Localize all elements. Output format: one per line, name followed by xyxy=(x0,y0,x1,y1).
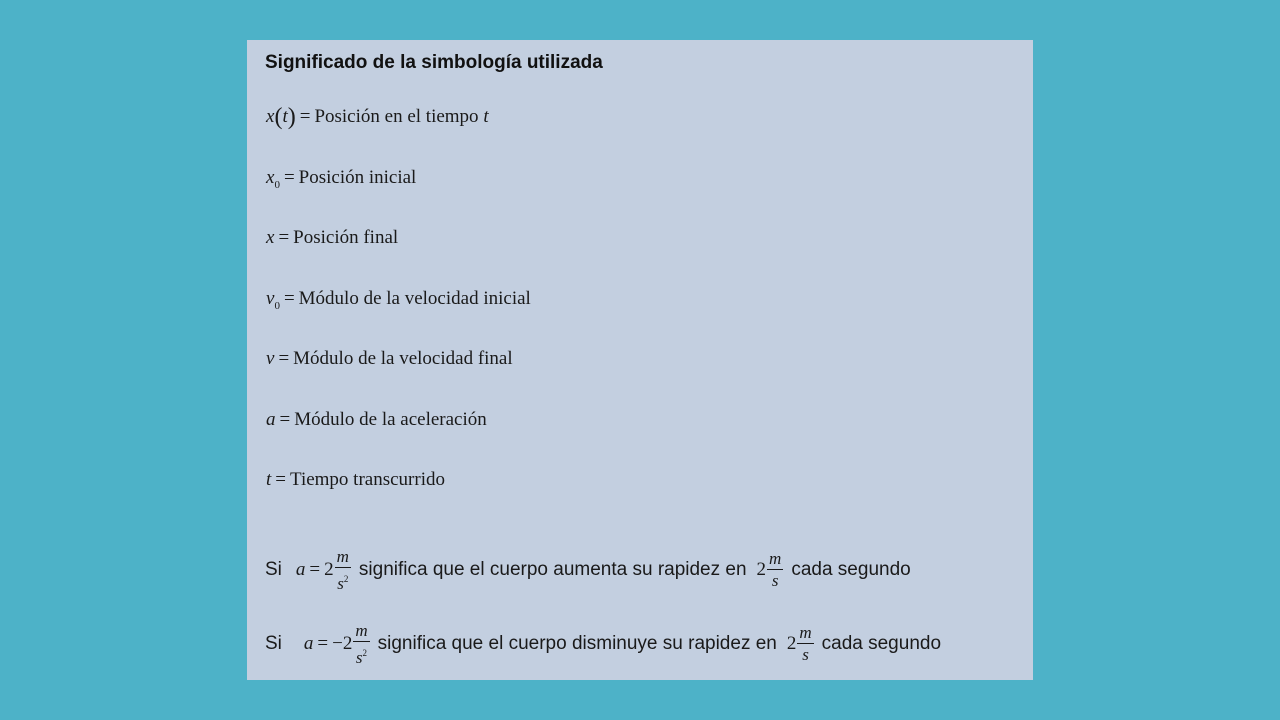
definition-meaning: Posición inicial xyxy=(298,167,417,188)
symbol-arg: t xyxy=(282,106,288,127)
example-formula: a = 2 $\frac{m}{s^2}$ xyxy=(295,546,349,593)
rate-fraction xyxy=(797,624,813,664)
symbol: a xyxy=(266,409,276,430)
definition-final-position: x = Posición final xyxy=(266,227,399,248)
example-tail: cada segundo xyxy=(821,633,942,654)
rate-denominator: s xyxy=(771,571,779,590)
definition-initial-position: $x_0$ = Posición inicial xyxy=(266,167,417,191)
definition-meaning-var: t xyxy=(483,106,489,127)
symbology-panel xyxy=(247,40,1033,680)
panel-title: Significado de la simbología utilizada xyxy=(265,52,603,73)
units-denominator: $s^2$ xyxy=(355,647,368,667)
example-si: Si xyxy=(265,633,282,654)
rate-fraction xyxy=(767,550,783,590)
units-denominator: $s^2$ xyxy=(337,573,349,593)
symbol-subscript: 0 xyxy=(274,300,280,312)
symbol: t xyxy=(266,469,272,490)
example-text: significa que el cuerpo disminuye su rapidez en xyxy=(377,633,777,654)
units-fraction xyxy=(353,622,369,667)
rate-denominator: s xyxy=(802,645,809,664)
example-rate xyxy=(757,550,792,590)
definition-final-velocity: v = Módulo de la velocidad final xyxy=(266,348,513,369)
definition-meaning: Módulo de la aceleración xyxy=(294,409,487,430)
symbol-subscript: 0 xyxy=(274,179,280,191)
example-value: 2 xyxy=(324,559,334,580)
example-formula: a = −2 $\frac{m}{s^2}$ xyxy=(303,620,368,667)
example-positive-acceleration xyxy=(265,548,911,592)
example-var: a xyxy=(303,633,314,654)
rate-numerator: m xyxy=(799,623,812,642)
symbol: x xyxy=(266,167,275,188)
definition-meaning: Posición en el tiempo xyxy=(314,106,479,127)
symbol: v xyxy=(266,348,275,369)
definition-meaning: Módulo de la velocidad final xyxy=(293,348,513,369)
symbol: x xyxy=(266,227,275,248)
definition-meaning: Tiempo transcurrido xyxy=(290,469,445,490)
example-text: significa que el cuerpo aumenta su rapidez en xyxy=(358,559,747,580)
rate-numerator: m xyxy=(769,549,782,568)
example-negative-acceleration xyxy=(265,622,941,666)
example-value: −2 xyxy=(332,633,353,654)
example-si: Si xyxy=(265,559,282,580)
definition-position-time: x(t) = Posición en el tiempo t xyxy=(266,104,489,130)
symbol: v xyxy=(266,288,275,309)
definition-meaning: Posición final xyxy=(293,227,399,248)
units-numerator: m xyxy=(336,546,349,566)
definition-initial-velocity: $v_0$ = Módulo de la velocidad inicial xyxy=(266,288,531,312)
definition-acceleration: a = Módulo de la aceleración xyxy=(266,409,487,430)
example-rate-value: 2 xyxy=(786,633,797,654)
example-rate-value: 2 xyxy=(756,559,767,580)
units-numerator: m xyxy=(355,620,368,640)
example-tail: cada segundo xyxy=(791,559,911,580)
definition-meaning: Módulo de la velocidad inicial xyxy=(298,288,531,309)
units-fraction xyxy=(335,548,351,593)
definition-elapsed-time: t = Tiempo transcurrido xyxy=(266,469,445,490)
symbol: x xyxy=(266,106,275,127)
example-rate xyxy=(787,624,822,664)
example-var: a xyxy=(295,559,306,580)
